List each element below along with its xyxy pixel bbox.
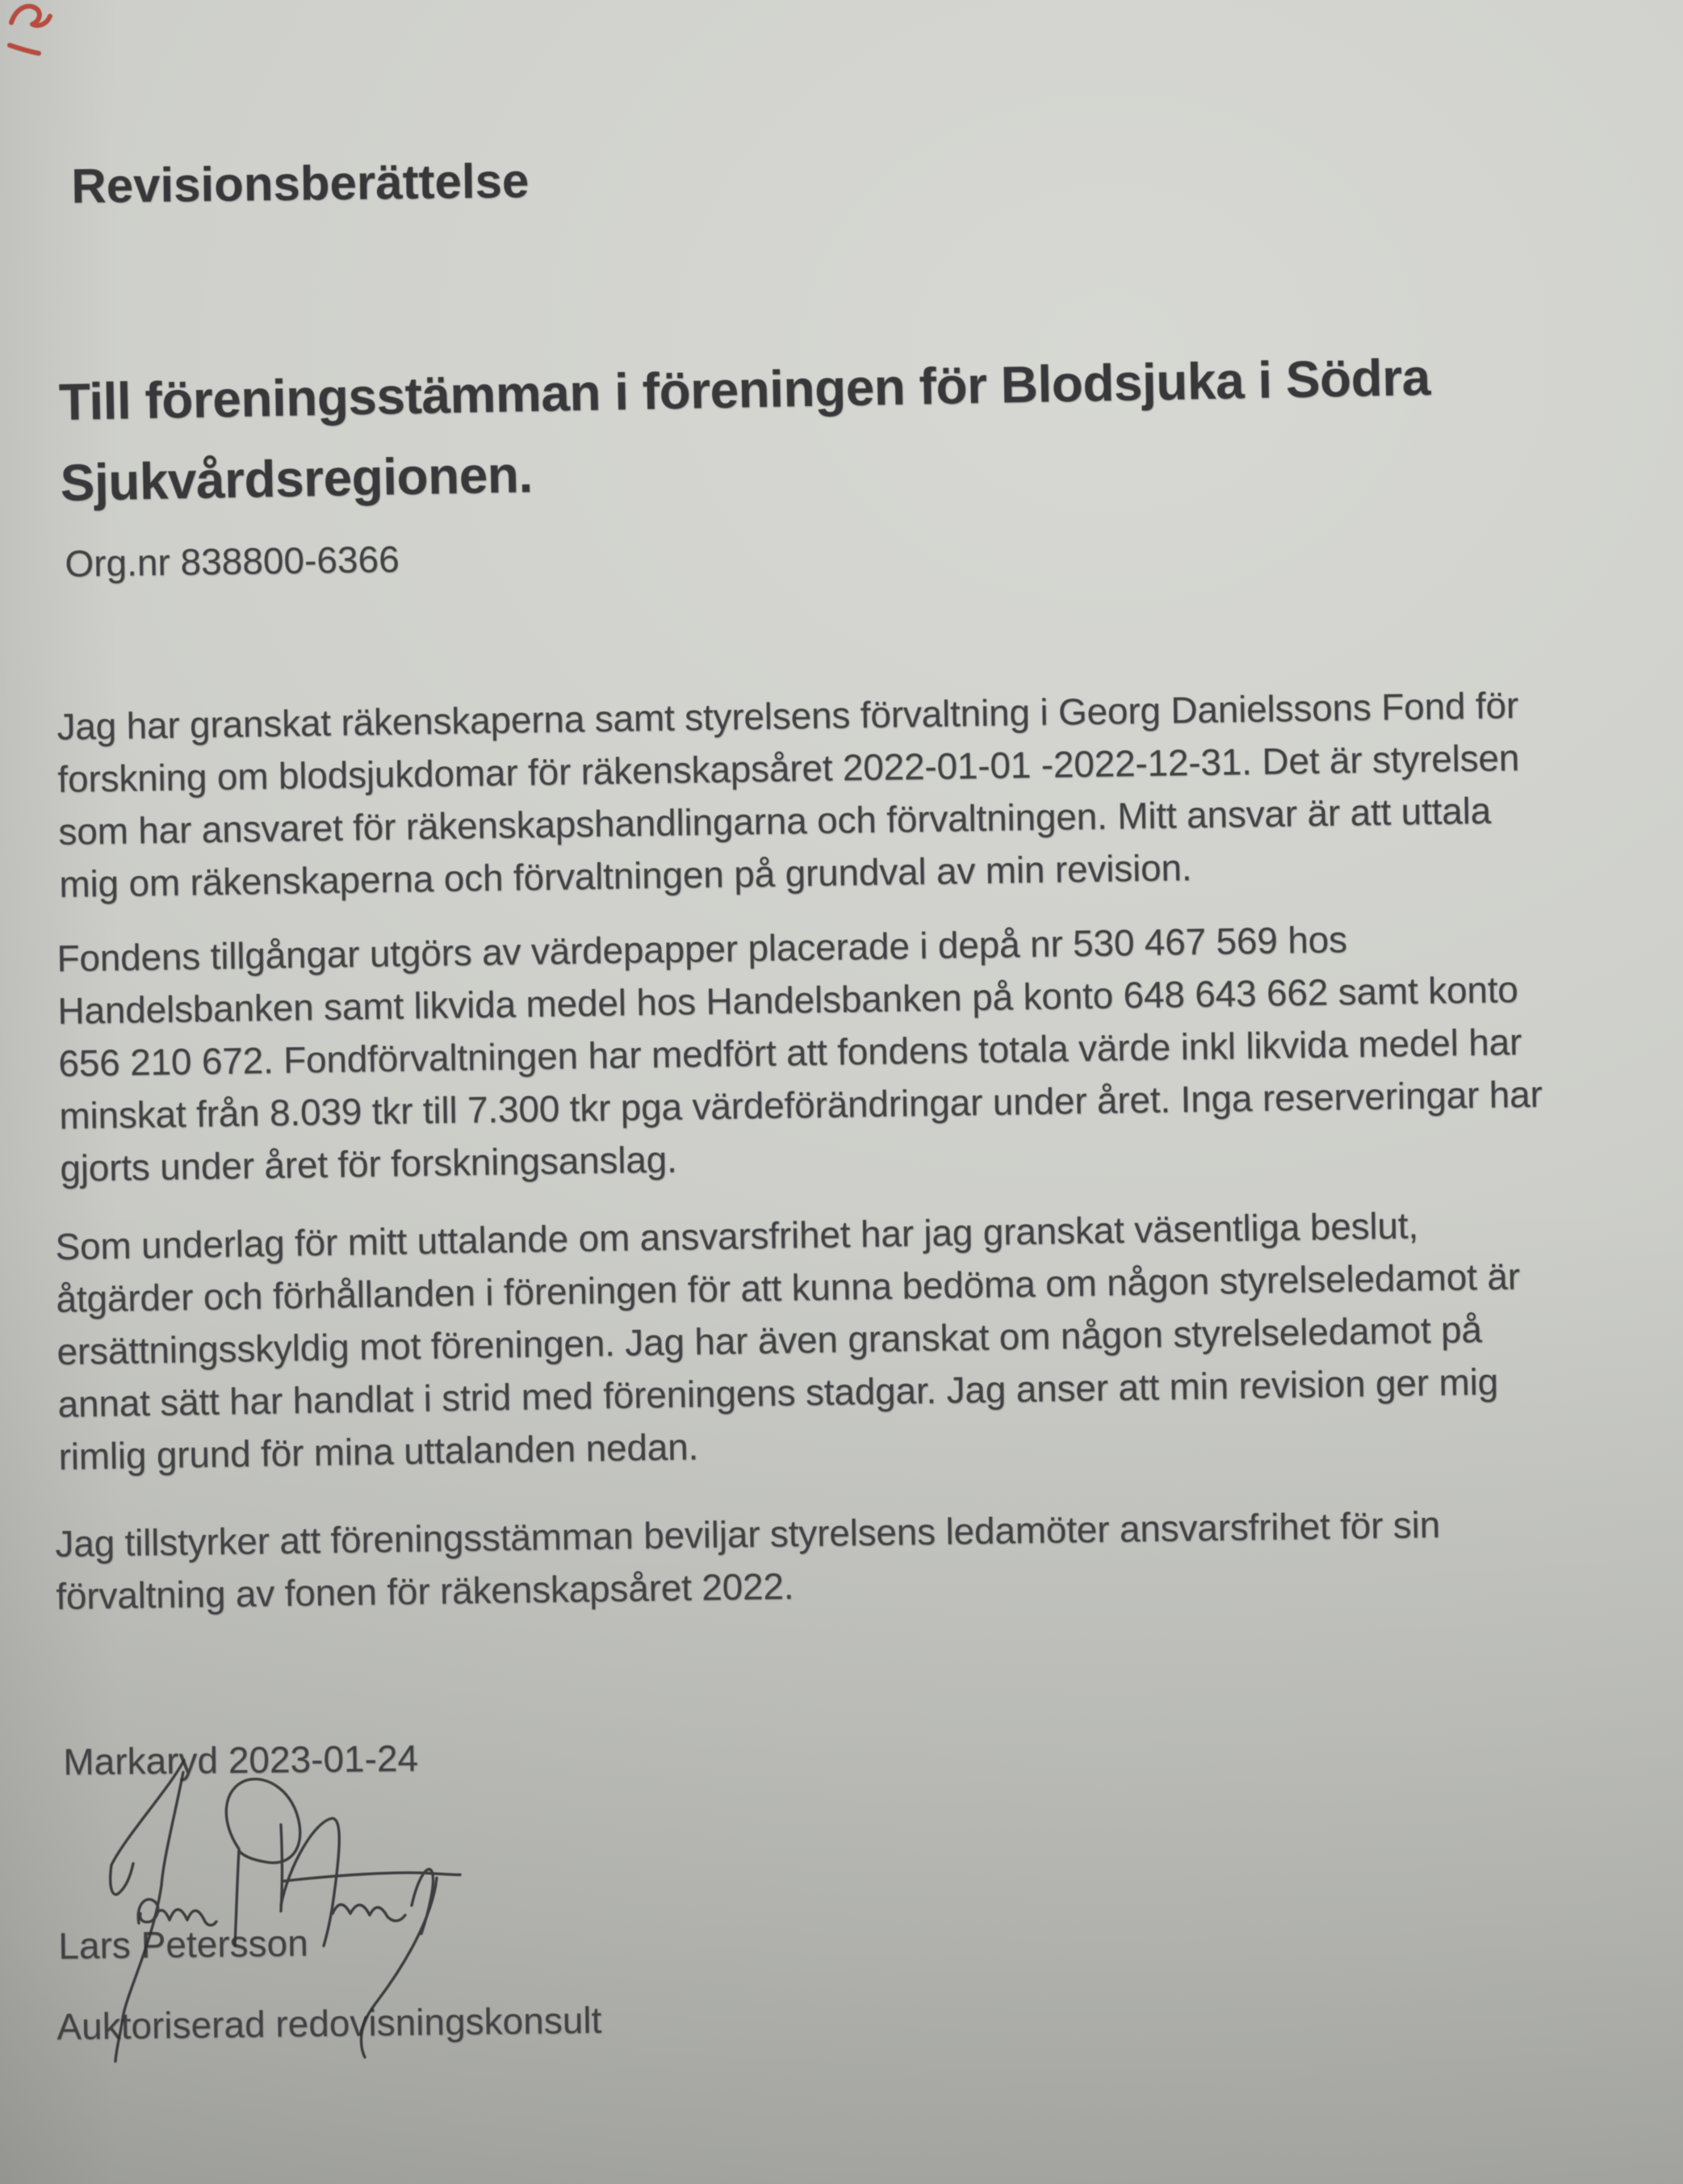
paragraph-line: Jag tillstyrker att föreningsstämman beviljar styrelsens ledamöter ansvarsfrihet för sin	[55, 1503, 1441, 1565]
addressee-heading-line: Sjukvårdsregionen.	[60, 445, 534, 512]
addressee-heading-line: Till föreningsstämman i föreningen för Blodsjuka i Södra	[58, 347, 1431, 431]
addressee-heading	[58, 337, 1432, 523]
org-number	[65, 534, 400, 588]
signature-stroke	[153, 1909, 216, 1926]
signature-stroke	[115, 1772, 183, 2061]
red-pen-dash	[10, 45, 39, 53]
paragraph-liability-basis	[55, 1198, 1522, 1483]
signature-stroke	[281, 1818, 339, 1946]
signature-stroke	[333, 1905, 405, 1921]
paragraph-line: gjorts under året för forskningsanslag.	[59, 1138, 678, 1189]
document-title	[71, 153, 530, 214]
paragraph-line: Jag har granskat räkenskaperna samt styrelsens förvaltning i Georg Danielssons Fond för	[57, 684, 1519, 748]
place-and-date-text: Markaryd 2023-01-24	[63, 1737, 419, 1783]
paragraph-recommendation	[55, 1499, 1441, 1623]
paragraph-line: förvaltning av fonen för räkenskapsåret 2022.	[55, 1565, 794, 1617]
paragraph-line: Handelsbanken samt likvida medel hos Handelsbanken på konto 648 643 662 samt konto	[57, 968, 1519, 1032]
paragraph-line: Som underlag för mitt uttalande om ansvarsfrihet har jag granskat väsentliga beslut,	[55, 1204, 1419, 1268]
signature-stroke	[226, 1779, 299, 1863]
paragraph-line: mig om räkenskaperna och förvaltningen på grundval av min revision.	[58, 846, 1192, 905]
signature-stroke	[362, 1878, 437, 2057]
paragraph-line: forskning om blodsjukdomar för räkenskapsåret 2022-01-01 -2022-12-31. Det är styrelsen	[57, 736, 1520, 800]
signature-stroke	[111, 1760, 184, 1894]
paragraph-line: minskat från 8.039 tkr till 7.300 tkr pga värdeförändringar under året. Inga reserveringar har	[58, 1072, 1543, 1137]
red-pen-scribble	[11, 6, 50, 26]
paragraph-audit-scope	[57, 679, 1522, 911]
red-pen-marks	[0, 0, 97, 81]
org-number-text: Org.nr 838800-6366	[65, 538, 400, 585]
paragraph-line: åtgärder och förhållanden i föreningen för att kunna bedöma om någon styrelseledamot är	[56, 1255, 1521, 1320]
handwritten-signature	[48, 1744, 500, 2115]
paragraph-line: ersättningsskyldig mot föreningen. Jag har även granskat om någon styrelseledamot på	[57, 1308, 1483, 1373]
paragraph-line: Fondens tillgångar utgörs av värdepapper placerade i depå nr 530 467 569 hos	[57, 918, 1348, 979]
paragraph-line: 656 210 672. Fondförvaltningen har medfört att fondens totala värde inkl likvida medel har	[58, 1021, 1522, 1084]
paragraph-fund-assets	[57, 911, 1543, 1195]
paragraph-line: annat sätt har handlat i strid med föreningens stadgar. Jag anser att min revision ger mig	[57, 1360, 1499, 1425]
signature-stroke	[235, 1851, 239, 1946]
document-title-text: Revisionsberättelse	[71, 153, 530, 213]
paragraph-line: rimlig grund för mina uttalanden nedan.	[58, 1425, 699, 1478]
signer-title-text: Auktoriserad redovisningskonsult	[57, 1998, 602, 2048]
signer-name-text: Lars Petersson	[58, 1922, 309, 1967]
paragraph-line: som har ansvaret för räkenskapshandlingarna och förvaltningen. Mitt ansvar är att uttala	[58, 789, 1492, 853]
